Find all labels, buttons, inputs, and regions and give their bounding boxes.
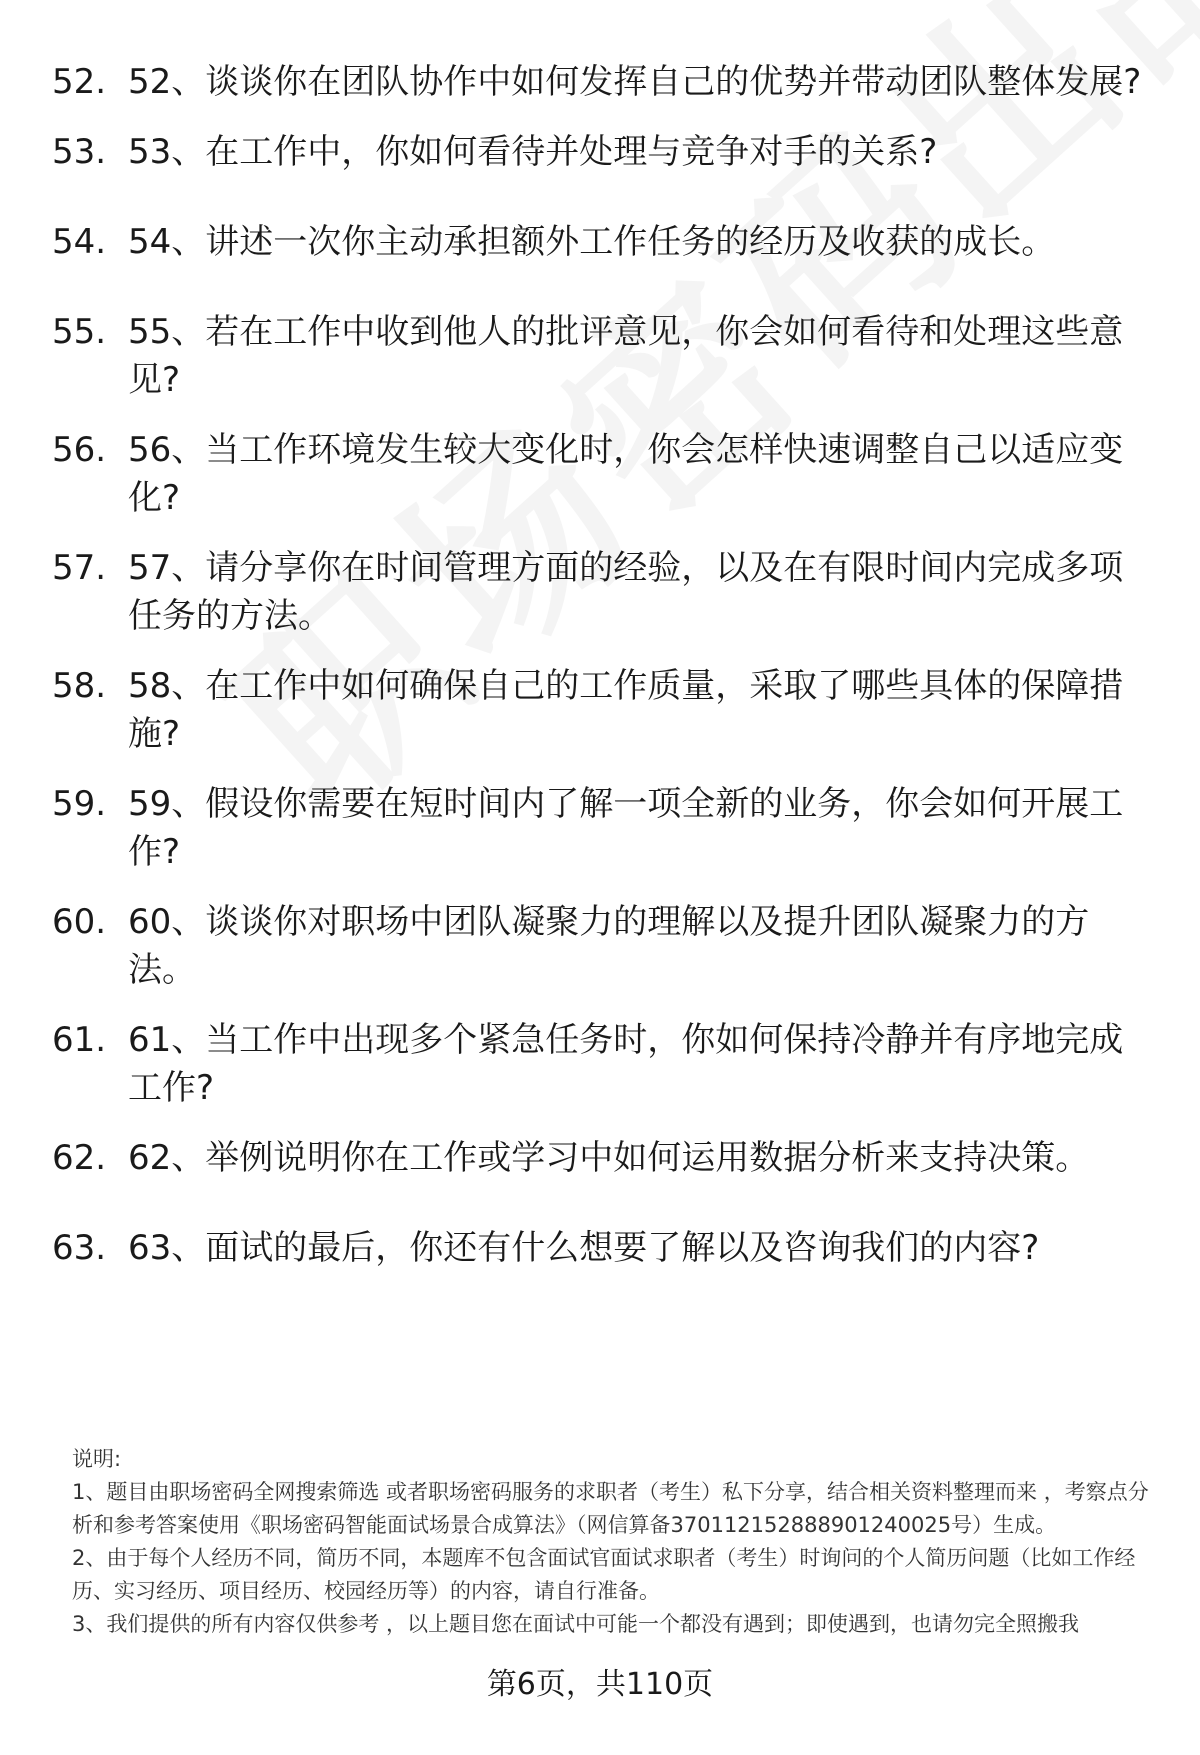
question-text: 58、在工作中如何确保自己的工作质量，采取了哪些具体的保障措施? <box>128 666 1124 754</box>
question-item <box>52 780 1152 876</box>
question-text: 59、假设你需要在短时间内了解一项全新的业务，你会如何开展工作? <box>128 784 1124 872</box>
question-text: 57、请分享你在时间管理方面的经验，以及在有限时间内完成多项任务的方法。 <box>128 548 1124 636</box>
question-number: 59. <box>52 784 107 824</box>
question-text: 53、在工作中，你如何看待并处理与竞争对手的关系? <box>128 132 938 172</box>
question-number: 56. <box>52 430 107 470</box>
question-number: 55. <box>52 312 107 352</box>
question-text: 60、谈谈你对职场中团队凝聚力的理解以及提升团队凝聚力的方法。 <box>128 902 1090 990</box>
question-number: 52. <box>52 62 107 102</box>
question-number: 60. <box>52 902 107 942</box>
question-list <box>52 58 1152 1272</box>
question-text: 62、举例说明你在工作或学习中如何运用数据分析来支持决策。 <box>128 1138 1090 1178</box>
note-item: 3、我们提供的所有内容仅供参考 ，以上题目您在面试中可能一个都没有遇到；即使遇到，也请勿完全照搬我 <box>72 1612 1080 1636</box>
question-text: 54、讲述一次你主动承担额外工作任务的经历及收获的成长。 <box>128 222 1056 262</box>
question-item <box>52 58 1152 106</box>
notes-title: 说明: <box>72 1447 122 1471</box>
question-item <box>52 1224 1152 1272</box>
question-text: 52、谈谈你在团队协作中如何发挥自己的优势并带动团队整体发展? <box>128 62 1142 102</box>
question-number: 54. <box>52 222 107 262</box>
note-item: 2、由于每个人经历不同，简历不同，本题库不包含面试官面试求职者（考生）时询问的个人简历问题（比如工作经历、实习经历、项目经历、校园经历等）的内容，请自行准备。 <box>72 1546 1136 1603</box>
question-number: 58. <box>52 666 107 706</box>
question-item <box>52 218 1152 266</box>
question-number: 62. <box>52 1138 107 1178</box>
question-number: 61. <box>52 1020 107 1060</box>
question-item <box>52 662 1152 758</box>
question-text: 56、当工作环境发生较大变化时，你会怎样快速调整自己以适应变化? <box>128 430 1124 518</box>
question-item <box>52 898 1152 994</box>
question-number: 53. <box>52 132 107 172</box>
notes-section <box>72 1443 1152 1641</box>
question-text: 63、面试的最后，你还有什么想要了解以及咨询我们的内容? <box>128 1228 1040 1268</box>
question-number: 63. <box>52 1228 107 1268</box>
question-text: 55、若在工作中收到他人的批评意见，你会如何看待和处理这些意见? <box>128 312 1124 400</box>
question-item <box>52 128 1152 176</box>
question-text: 61、当工作中出现多个紧急任务时，你如何保持冷静并有序地完成工作? <box>128 1020 1124 1108</box>
question-item <box>52 544 1152 640</box>
question-item <box>52 308 1152 404</box>
question-item <box>52 1016 1152 1112</box>
question-item <box>52 426 1152 522</box>
question-number: 57. <box>52 548 107 588</box>
question-item <box>52 1134 1152 1182</box>
page-footer: 第6页，共110页 <box>486 1667 714 1702</box>
note-item: 1、题目由职场密码全网搜索筛选 或者职场密码服务的求职者（考生）私下分享，结合相关资料整理而来 ，考察点分析和参考答案使用《职场密码智能面试场景合成算法》（网信算备370112152888901240025号）生成。 <box>72 1480 1149 1537</box>
